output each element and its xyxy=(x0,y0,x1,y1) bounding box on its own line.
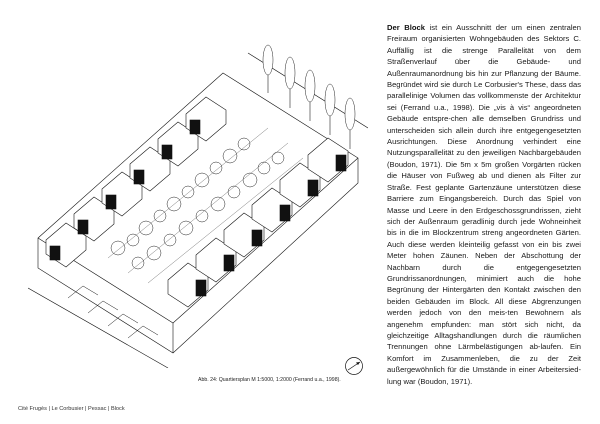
page-footer: Cité Frugès | Le Corbusier | Pessac | Block xyxy=(18,406,125,412)
article-heading: Der Block xyxy=(387,23,425,32)
article-text xyxy=(387,22,581,387)
street-line xyxy=(28,288,168,368)
north-arrow-icon xyxy=(344,356,364,376)
block-isometric-drawing xyxy=(28,18,368,368)
front-garden-fences xyxy=(68,286,158,338)
figure-caption: Abb. 24: Quartiersplan M 1:5000, 1:2000 (Ferrand u.a., 1998). xyxy=(198,377,341,383)
street-trees xyxy=(263,45,355,130)
article-body: ist ein Ausschnitt der um einen zentralen Freiraum organisierten Wohngebäuden des Sektors C. Auffällig ist die strenge Parallelität von dem Straßenverlauf über die Gebäude- und Außenraumanordnung bis hin zur Pflanzung der Bäume. Begründet wird sie durch Le Corbusier's These, dass das parallelinige Volumen das vollkommenste der Architektur sei (Ferrand u.a., 1998). Die „vis à vis“ angeordneten Gebäude entspre-chen alle demselben Grundriss und unterscheiden sich allein durch ihre entgegengesetzten Ausrichtungen. Diese Anordnung verhindert eine Nutzungsparallelität zu den jeweiligen Nachbargebäuden (Boudon, 1971). Die 5m x 5m großen Vorgärten rücken die Häuser von Fußweg ab und dienen als Filter zur Straße. Fest geplante Gartenzäune unterstützen diese Barriere zum Eingangsbereich. Durch das Spiel von Masse und Leere in den Erdgeschossgrundrissen, zieht sich der Außenraum geradlinig durch jede Wohneinheit bis in die im Blockzentrum streng angeordneten Gärten. Auch diese werden kleinteilig gefasst von ein bis zwei Meter hohen Zäunen. Neben der Abschottung der Nachbarn durch die entgegengesetzten Grundrissanordnungen, minimiert auch die hohe Begrünung der Hintergärten den Kontakt zwischen den beiden Gebäuden im Block. All diese Abgrenzungen werden jedoch von den meis-ten Bewohnern als angenehm empfunden: man stört sich nicht, da gleichzeitige Alltagshandlungen durch die räumlichen Trennungen ohne Lärmbelästigungen ab-laufen. Ein Komfort im Zusammenleben, die zu der Zeit außergewöhnlich für die Umstände in einer Arbeitersied-lung war (Boudon, 1971). xyxy=(387,23,582,386)
house-row-back xyxy=(168,138,348,307)
